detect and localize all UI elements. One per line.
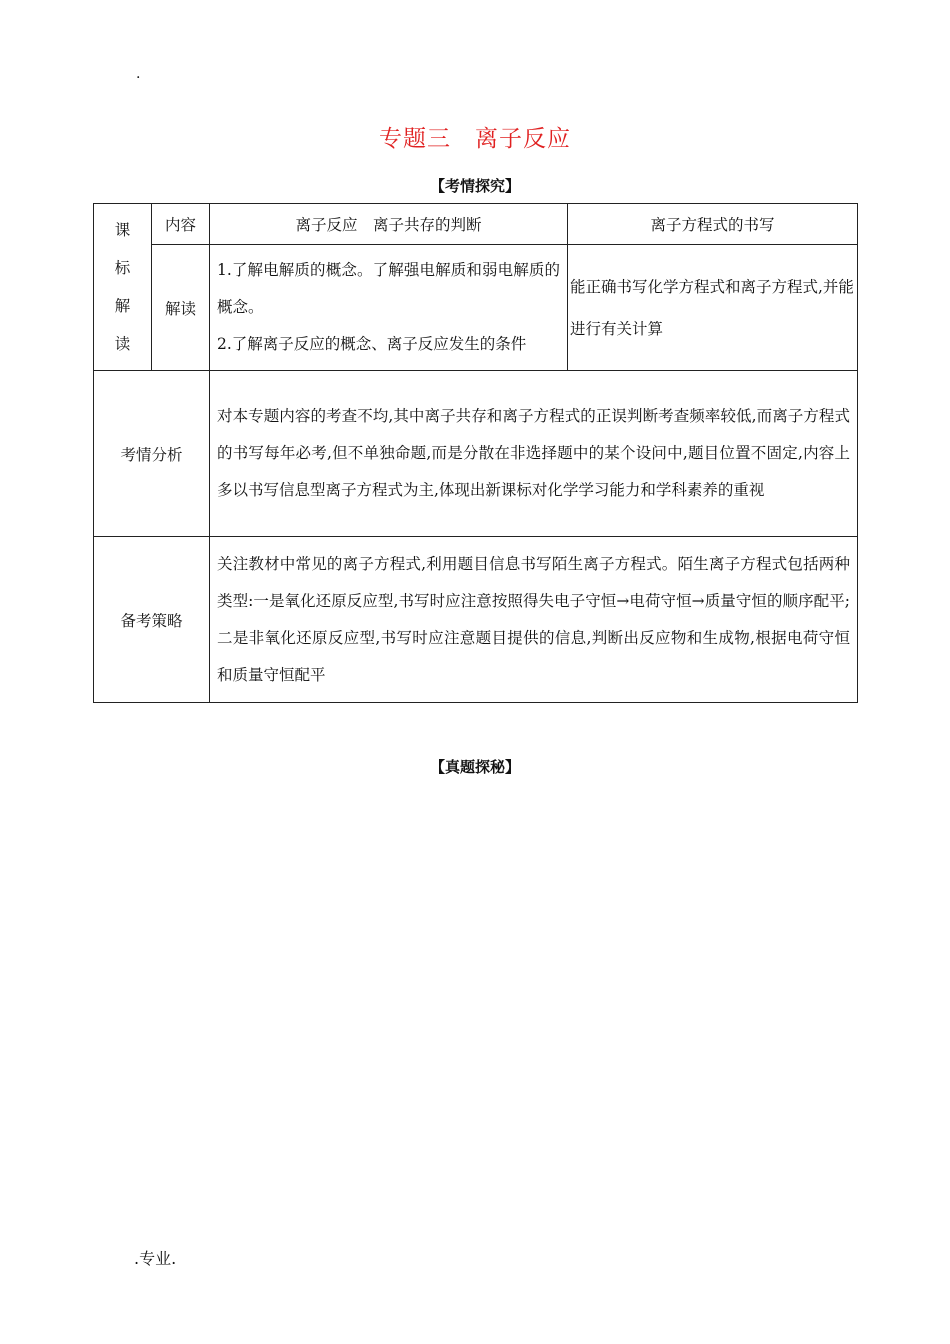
beikao-cell [210,537,858,703]
jiedu-cell: 解读 [152,245,210,371]
col2-header: 离子方程式的书写 [568,204,858,245]
page-title: 专题三 离子反应 [379,126,571,152]
kaoqing-text: 对本专题内容的考查不均,其中离子共存和离子方程式的正误判断考查频率较低,而离子方程式的书写每年必考,但不单独命题,而是分散在非选择题中的某个设问中,题目位置不固定,内容上多以书写信息型离子方程式为主,体现出新课标对化学学习能力和学科素养的重视 [217,407,850,499]
col2-jiedu-text: 能正确书写化学方程式和离子方程式,并能进行有关计算 [570,277,854,338]
beikao-label: 备考策略 [94,537,210,703]
kebiao-char: 读 [114,335,131,353]
kebiao-char: 解 [114,297,131,315]
section-heading-zhenti: 【真题探秘】 [429,758,520,776]
neirong-cell: 内容 [152,204,210,245]
col1-jiedu-text: 1.了解电解质的概念。了解强电解质和弱电解质的概念。 2.了解离子反应的概念、离子反应发生的条件 [217,261,560,353]
kebiao-jiedu-label [94,204,152,371]
beikao-text: 关注教材中常见的离子方程式,利用题目信息书写陌生离子方程式。陌生离子方程式包括两种类型:一是氧化还原反应型,书写时应注意按照得失电子守恒→电荷守恒→质量守恒的顺序配平;二是非氧化还原反应型,书写时应注意题目提供的信息,判断出反应物和生成物,根据电荷守恒和质量守恒配平 [217,554,850,684]
page-footer: .专业. [134,1249,177,1268]
kaoqing-cell [210,371,858,537]
header-dot: . [136,66,141,82]
kebiao-char: 课 [114,221,131,239]
exam-analysis-table [93,203,858,703]
col1-header: 离子反应 离子共存的判断 [210,204,568,245]
section-heading-kaoqing: 【考情探究】 [429,177,520,195]
kebiao-char: 标 [114,259,131,277]
col2-jiedu-cell [568,245,858,371]
col1-jiedu-cell [210,245,568,371]
kaoqing-label: 考情分析 [94,371,210,537]
